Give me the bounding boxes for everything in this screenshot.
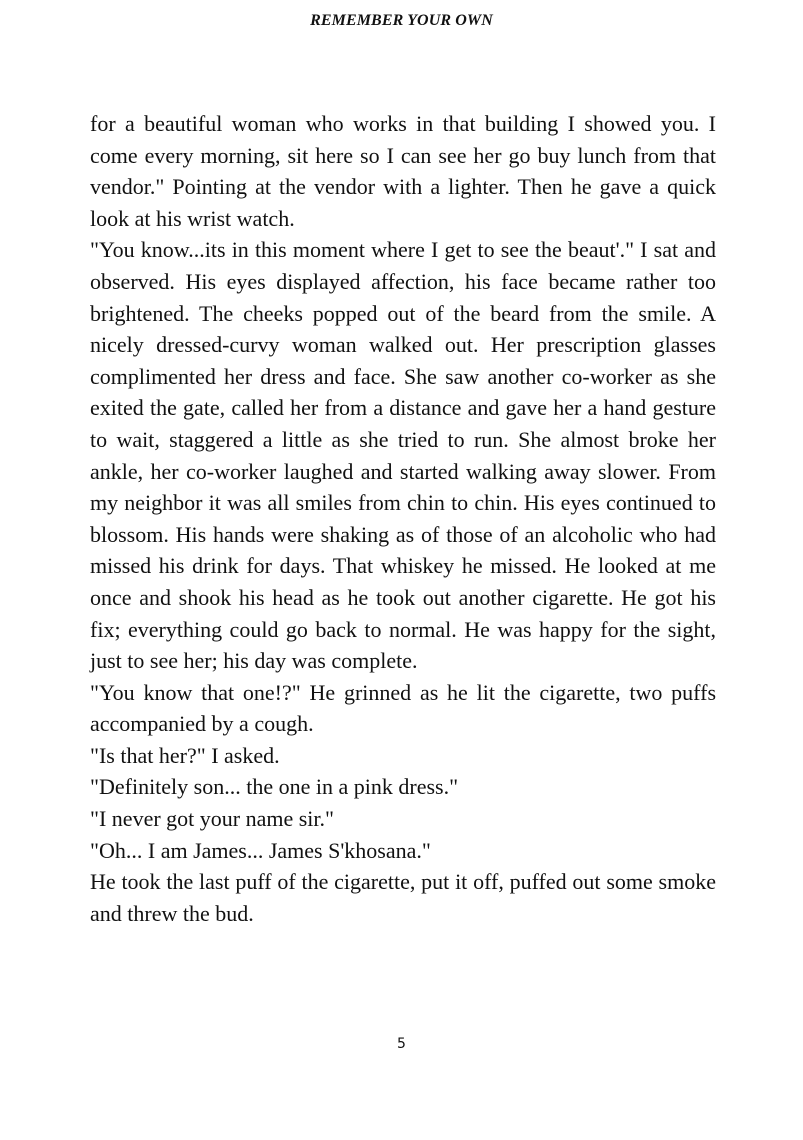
running-header-title: REMEMBER YOUR OWN <box>310 12 493 29</box>
paragraph: "You know that one!?" He grinned as he lit the cigarette, two puffs accompanied by a cough. <box>90 679 716 737</box>
body-text <box>90 108 716 929</box>
paragraph: "You know...its in this moment where I get to see the beaut'." I sat and observed. His eyes displayed affection, his face became rather too brightened. The cheeks popped out of the beard from the smile. A nicely dressed-curvy woman walked out. Her prescription glasses complimented her dress and face. She saw another co-worker as she exited the gate, called her from a distance and gave her a hand gesture to wait, staggered a little as she tried to run. She almost broke her ankle, her co-worker laughed and started walking away slower. From my neighbor it was all smiles from chin to chin. His eyes continued to blossom. His hands were shaking as of those of an alcoholic who had missed his drink for days. That whiskey he missed. He looked at me once and shook his head as he took out another cigarette. He got his fix; everything could go back to normal. He was happy for the sight, just to see her; his day was complete. <box>90 237 716 674</box>
paragraph: "Definitely son... the one in a pink dress." <box>90 774 459 800</box>
paragraph: for a beautiful woman who works in that building I showed you. I come every morning, sit here so I can see her go buy lunch from that vendor." Pointing at the vendor with a lighter. Then he gave a quick look at his wrist watch. <box>90 111 716 231</box>
paragraph: "I never got your name sir." <box>90 806 335 832</box>
paragraph: "Oh... I am James... James S'khosana." <box>90 837 431 863</box>
paragraph: "Is that her?" I asked. <box>90 742 280 768</box>
paragraph: He took the last puff of the cigarette, put it off, puffed out some smoke and threw the bud. <box>90 869 716 926</box>
page-number: 5 <box>397 1036 406 1052</box>
